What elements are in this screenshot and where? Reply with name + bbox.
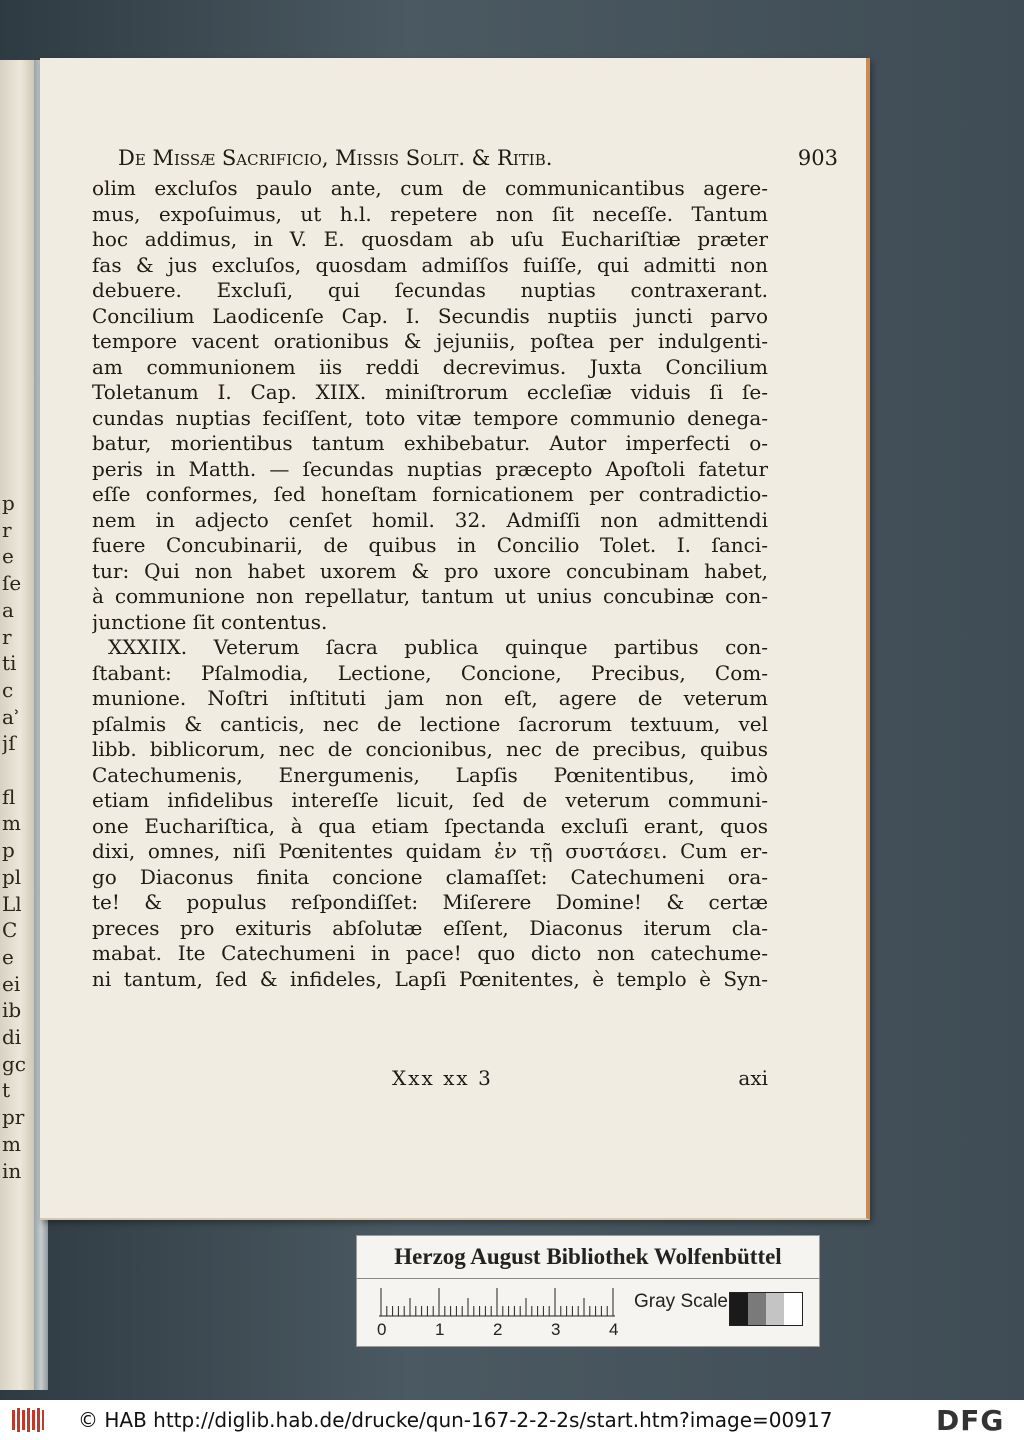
prev-page-letter: in xyxy=(2,1158,22,1183)
gray-scale-swatches xyxy=(729,1292,803,1326)
color-calibration-bar xyxy=(356,1235,820,1347)
prev-page-letter: gc xyxy=(2,1051,27,1076)
text-line: olim excluſos paulo ante, cum de communicantibus agere- xyxy=(92,176,768,200)
prev-page-letter: pr xyxy=(2,1105,25,1130)
text-line: XXXIIX. Veterum ſacra publica quinque partibus con- xyxy=(108,635,768,659)
text-line: debuere. Excluſi, qui ſecundas nuptias contraxerant. xyxy=(92,278,768,302)
prev-page-letter: di xyxy=(2,1025,22,1050)
text-line: junctione ſit contentus. xyxy=(92,609,328,634)
signature-row xyxy=(92,1066,768,1094)
text-line: cundas nuptias feciſſent, toto vitæ tempore communio denega- xyxy=(92,405,768,430)
copyright-url: © HAB http://diglib.hab.de/drucke/qun-167-2-2-2s/start.htm?image=00917 xyxy=(78,1408,833,1432)
text-line: te! & populus reſpondiſſet: Miſerere Domine! & certæ xyxy=(92,890,768,914)
prev-page-letter: c xyxy=(2,677,14,702)
text-line: mabat. Ite Catechumeni in pace! quo dicto non catechume- xyxy=(92,941,768,965)
prev-page-letter: p xyxy=(2,491,15,515)
prev-page-letter: r xyxy=(2,517,12,542)
catchword: axi xyxy=(738,1066,768,1090)
prev-page-letter: pl xyxy=(2,864,22,889)
library-name: Herzog August Bibliothek Wolfenbüttel xyxy=(394,1244,782,1269)
prev-page-letter: C xyxy=(2,918,18,943)
prev-page-letter: fl xyxy=(2,784,16,809)
text-line: eſſe conformes, ſed honeſtam fornicationem per contradictio- xyxy=(92,482,768,506)
signature-mark: Xxx xx 3 xyxy=(392,1066,493,1090)
prev-page-letter xyxy=(2,757,32,784)
prev-page-letter: Ll xyxy=(2,891,22,916)
prev-page-letter: jſ xyxy=(2,731,16,756)
ruler-number: 2 xyxy=(493,1320,503,1339)
prev-page-letter: ib xyxy=(2,998,22,1023)
prev-page-letter: m xyxy=(2,811,21,836)
ruler-numbers xyxy=(373,1320,633,1342)
ruler-scale xyxy=(379,1288,619,1320)
text-line: batur, morientibus tantum exhibebatur. Autor imperfecti o- xyxy=(92,431,768,455)
ruler-number: 0 xyxy=(377,1320,387,1339)
prev-page-letter: e xyxy=(2,544,14,569)
text-line: pſalmis & canticis, nec de lectione ſacrorum textuum, vel xyxy=(92,711,768,736)
gray-swatch xyxy=(784,1293,802,1325)
gray-swatch xyxy=(748,1293,766,1325)
text-line: one Euchariſtica, à qua etiam ſpectanda excluſi erant, quos xyxy=(92,813,768,838)
text-line: mus, expoſuimus, ut h.l. repetere non ſit neceſſe. Tantum xyxy=(92,201,768,226)
body-text xyxy=(92,176,768,992)
text-line: am communionem iis reddi decrevimus. Juxta Concilium xyxy=(92,354,768,379)
ruler-number: 3 xyxy=(551,1320,561,1339)
text-line: fas & jus excluſos, quosdam admiſſos fuiſſe, qui admitti non xyxy=(92,252,768,277)
text-line: Catechumenis, Energumenis, Lapſis Pœnitentibus, imò xyxy=(92,762,768,787)
dfg-logo: DFG xyxy=(936,1404,1005,1437)
prev-page-letter: p xyxy=(2,838,15,863)
page-number: 903 xyxy=(797,146,838,170)
ruler-number: 1 xyxy=(435,1320,445,1339)
text-line: fuere Concubinarii, de quibus in Concilio Tolet. I. ſanci- xyxy=(92,533,768,557)
running-title: De Missæ Sacrificio, Missis Solit. & Ritib. xyxy=(118,146,553,170)
text-line: ni tantum, ſed & infideles, Lapſi Pœnitentes, è templo è Syn- xyxy=(92,966,768,991)
prev-page-letter: e xyxy=(2,944,14,969)
prev-page-letter: t xyxy=(2,1078,11,1103)
text-line: ſtabant: Pſalmodia, Lectione, Concione, Precibus, Com- xyxy=(92,660,768,685)
previous-page-edge xyxy=(0,60,34,1390)
prev-page-letter: a xyxy=(2,597,14,622)
book-page xyxy=(40,58,870,1220)
prev-page-letter: ti xyxy=(2,651,17,676)
text-line: libb. biblicorum, nec de concionibus, nec de precibus, quibus xyxy=(92,737,768,761)
text-line: go Diaconus finita concione clamaſſet: Catechumeni ora- xyxy=(92,864,768,889)
prev-page-letter: ei xyxy=(2,971,21,996)
text-line: munione. Noſtri inſtituti jam non eſt, agere de veterum xyxy=(92,686,768,710)
viewer-footer xyxy=(0,1400,1024,1440)
gray-scale-label: Gray Scale xyxy=(634,1291,728,1312)
text-line: dixi, omnes, niſi Pœnitentes quidam ἐν τῇ συστάσει. Cum er- xyxy=(92,839,768,863)
text-line: tur: Qui non habet uxorem & pro uxore concubinam habet, xyxy=(92,558,768,583)
gray-swatch xyxy=(766,1293,784,1325)
previous-page-letters xyxy=(0,490,34,1184)
ruler-number: 4 xyxy=(609,1320,619,1339)
text-line: Toletanum I. Cap. XIIX. miniſtrorum eccleſiæ viduis ſi ſe- xyxy=(92,380,768,404)
prev-page-letter: m xyxy=(2,1131,21,1156)
prev-page-letter: ſe xyxy=(2,571,22,596)
colorbar-divider xyxy=(357,1278,819,1279)
text-line: à communione non repellatur, tantum ut unius concubinæ con- xyxy=(92,584,768,608)
text-line: peris in Matth. — ſecundas nuptias præcepto Apoſtoli fatetur xyxy=(92,456,768,481)
text-line: Concilium Laodicenſe Cap. I. Secundis nuptiis juncti parvo xyxy=(92,303,768,328)
prev-page-letter: ẚ xyxy=(2,704,21,729)
text-line: preces pro exituris abſolutæ eſſent, Diaconus iterum cla- xyxy=(92,915,768,940)
hab-logo-icon xyxy=(10,1406,46,1434)
text-line: etiam infidelibus intereſſe licuit, ſed de veterum communi- xyxy=(92,788,768,812)
gray-swatch xyxy=(730,1293,748,1325)
text-line: tempore vacent orationibus & jejuniis, poſtea per indulgenti- xyxy=(92,329,768,353)
text-line: nem in adjecto cenſet homil. 32. Admiſſi non admittendi xyxy=(92,507,768,532)
prev-page-letter: r xyxy=(2,624,12,649)
text-line: hoc addimus, in V. E. quosdam ab uſu Euchariſtiæ præter xyxy=(92,227,768,251)
